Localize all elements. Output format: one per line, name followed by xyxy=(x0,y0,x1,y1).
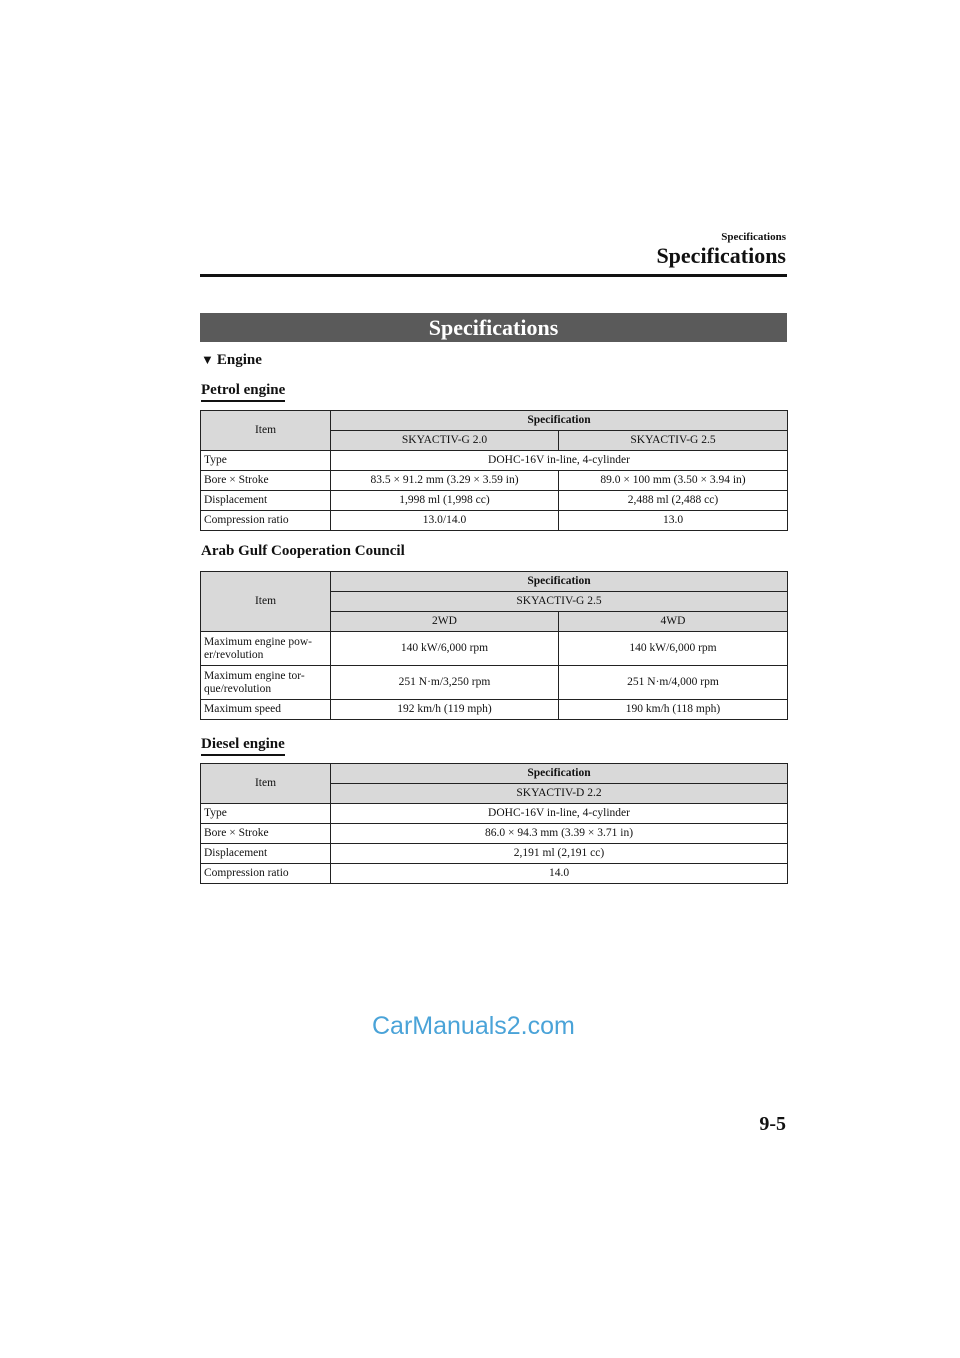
row-value: 251 N·m/3,250 rpm xyxy=(331,666,559,700)
row-value: 13.0/14.0 xyxy=(331,511,559,531)
row-item: Compression ratio xyxy=(201,511,331,531)
watermark-link[interactable]: CarManuals2.com xyxy=(372,1012,575,1040)
row-value: DOHC-16V in-line, 4-cylinder xyxy=(331,451,788,471)
row-item: Type xyxy=(201,804,331,824)
row-value: 13.0 xyxy=(559,511,788,531)
section-banner: Specifications xyxy=(200,313,787,342)
row-item: Bore × Stroke xyxy=(201,471,331,491)
specification-header: Specification xyxy=(331,411,788,431)
row-value: 14.0 xyxy=(331,864,788,884)
row-value: 83.5 × 91.2 mm (3.29 × 3.59 in) xyxy=(331,471,559,491)
triangle-down-icon: ▼ xyxy=(201,352,214,367)
diesel-engine-table xyxy=(200,763,788,884)
model-header: SKYACTIV-G 2.0 xyxy=(331,431,559,451)
specification-header: Specification xyxy=(331,572,788,592)
petrol-engine-heading-label: Petrol engine xyxy=(201,382,285,402)
petrol-engine-table xyxy=(200,410,788,531)
row-value: 190 km/h (118 mph) xyxy=(559,700,788,720)
running-header-section: Specifications xyxy=(721,231,786,243)
model-header: SKYACTIV-G 2.5 xyxy=(559,431,788,451)
header-rule xyxy=(200,274,787,277)
model-header: SKYACTIV-G 2.5 xyxy=(331,592,788,612)
row-value: DOHC-16V in-line, 4-cylinder xyxy=(331,804,788,824)
diesel-engine-heading xyxy=(201,736,285,756)
row-item: Maximum engine tor-que/revolution xyxy=(201,666,331,700)
table-header-row xyxy=(201,764,788,784)
table-row xyxy=(201,451,788,471)
row-value: 2,191 ml (2,191 cc) xyxy=(331,844,788,864)
diesel-engine-heading-label: Diesel engine xyxy=(201,736,285,756)
row-value: 140 kW/6,000 rpm xyxy=(559,632,788,666)
petrol-engine-heading xyxy=(201,382,285,402)
table-row xyxy=(201,491,788,511)
engine-heading-label: Engine xyxy=(216,352,262,368)
drive-header: 4WD xyxy=(559,612,788,632)
row-item: Bore × Stroke xyxy=(201,824,331,844)
model-header: SKYACTIV-D 2.2 xyxy=(331,784,788,804)
table-row xyxy=(201,804,788,824)
page-number: 9-5 xyxy=(759,1113,786,1135)
row-item: Maximum speed xyxy=(201,700,331,720)
table-row xyxy=(201,700,788,720)
specification-header: Specification xyxy=(331,764,788,784)
table-header-row xyxy=(201,411,788,431)
row-value: 86.0 × 94.3 mm (3.39 × 3.71 in) xyxy=(331,824,788,844)
table-row xyxy=(201,511,788,531)
row-item: Compression ratio xyxy=(201,864,331,884)
table-row xyxy=(201,471,788,491)
row-value: 89.0 × 100 mm (3.50 × 3.94 in) xyxy=(559,471,788,491)
item-header: Item xyxy=(201,572,331,632)
running-header-chapter: Specifications xyxy=(656,243,786,268)
drive-header: 2WD xyxy=(331,612,559,632)
gcc-heading: Arab Gulf Cooperation Council xyxy=(201,543,405,559)
table-row xyxy=(201,666,788,700)
table-header-row xyxy=(201,572,788,592)
table-row xyxy=(201,844,788,864)
row-value: 192 km/h (119 mph) xyxy=(331,700,559,720)
row-item: Displacement xyxy=(201,844,331,864)
table-row xyxy=(201,864,788,884)
table-row xyxy=(201,632,788,666)
row-item: Maximum engine pow-er/revolution xyxy=(201,632,331,666)
row-value: 1,998 ml (1,998 cc) xyxy=(331,491,559,511)
table-row xyxy=(201,824,788,844)
row-item: Type xyxy=(201,451,331,471)
row-value: 140 kW/6,000 rpm xyxy=(331,632,559,666)
item-header: Item xyxy=(201,411,331,451)
row-value: 2,488 ml (2,488 cc) xyxy=(559,491,788,511)
engine-heading xyxy=(201,352,262,369)
row-value: 251 N·m/4,000 rpm xyxy=(559,666,788,700)
row-item: Displacement xyxy=(201,491,331,511)
gcc-engine-table xyxy=(200,571,788,720)
item-header: Item xyxy=(201,764,331,804)
